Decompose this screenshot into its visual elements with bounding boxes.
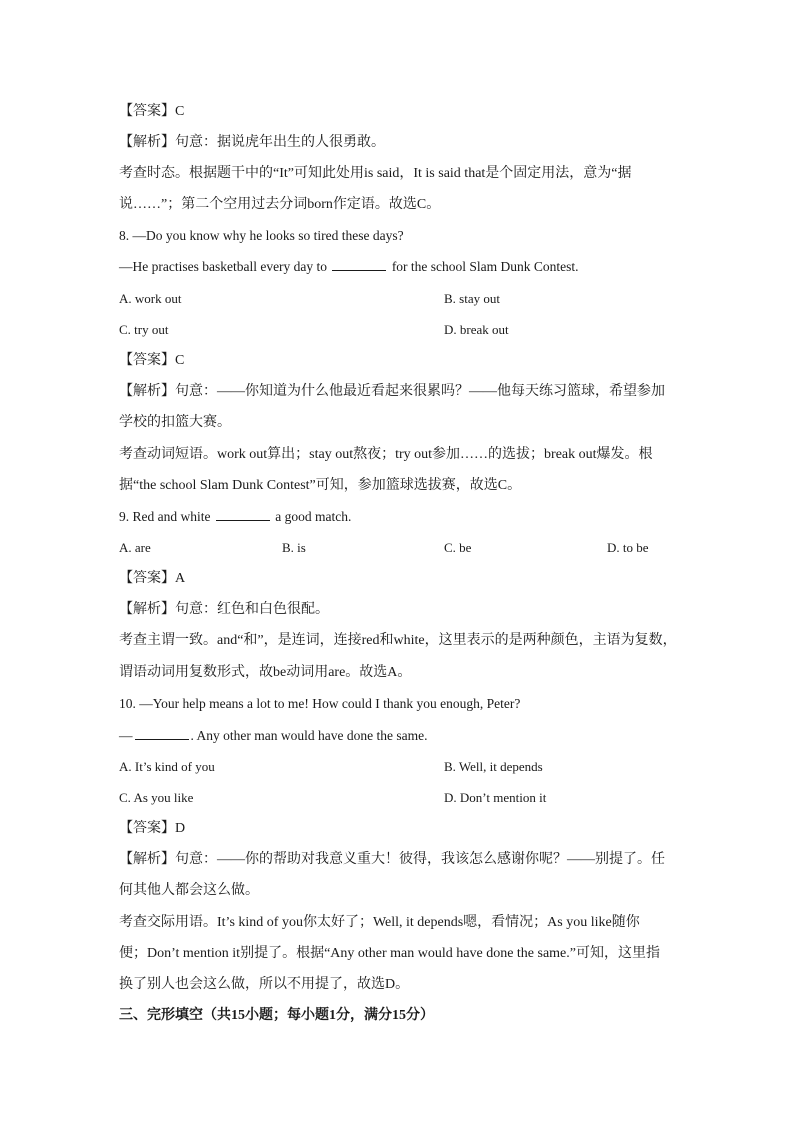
q10-blank <box>135 727 189 740</box>
q10-analysis-line2: 何其他人都会这么做。 <box>119 883 259 898</box>
q7-analysis: 【解析】句意：据说虎年出生的人很勇敢。 <box>119 135 385 150</box>
q8-detail-line2: 据“the school Slam Dunk Contest”可知，参加篮球选拔赛，故选C。 <box>119 478 522 493</box>
q8-analysis-line2: 学校的扣篮大赛。 <box>119 415 231 430</box>
q8-blank <box>332 258 386 271</box>
q9-detail-line1: 考查主谓一致。and“和”，是连词，连接red和white，这里表示的是两种颜色，主语为复数， <box>119 633 677 648</box>
q10-stem-line2 <box>119 726 675 746</box>
q10-detail-line3: 换了别人也会这么做，所以不用提了，故选D。 <box>119 977 410 992</box>
q10-answer: 【答案】D <box>119 821 186 836</box>
q8-stem-line1: 8. —Do you know why he looks so tired these days? <box>119 228 404 243</box>
q8-option-c: C. try out <box>119 322 169 337</box>
q10-stem-line1: 10. —Your help means a lot to me! How could I thank you enough, Peter? <box>119 696 521 711</box>
q8-analysis-line1: 【解析】句意：——你知道为什么他最近看起来很累吗？——他每天练习篮球，希望参加 <box>119 384 665 399</box>
q9-option-d: D. to be <box>607 540 649 555</box>
q10-option-b: B. Well, it depends <box>444 759 543 774</box>
q10-detail-line2: 便；Don’t mention it别提了。根据“Any other man would have done the same.”可知，这里指 <box>119 946 660 961</box>
q10-analysis-line1: 【解析】句意：——你的帮助对我意义重大！彼得，我该怎么感谢你呢？——别提了。任 <box>119 852 665 867</box>
q7-answer: 【答案】C <box>119 104 185 119</box>
q8-answer: 【答案】C <box>119 353 185 368</box>
q10-stem-post: . Any other man would have done the same. <box>190 728 428 743</box>
q10-option-d: D. Don’t mention it <box>444 790 547 805</box>
q9-option-a: A. are <box>119 540 151 555</box>
q9-detail-line2: 谓语动词用复数形式，故be动词用are。故选A。 <box>119 665 412 680</box>
q8-option-d: D. break out <box>444 322 509 337</box>
q8-option-a: A. work out <box>119 291 182 306</box>
q7-detail-line2: 说……”；第二个空用过去分词born作定语。故选C。 <box>119 197 441 212</box>
q9-stem-pre: 9. Red and white <box>119 509 214 524</box>
q9-stem <box>119 507 675 527</box>
q9-analysis: 【解析】句意：红色和白色很配。 <box>119 602 329 617</box>
q9-option-b: B. is <box>282 540 306 555</box>
q7-detail-line1: 考查时态。根据题干中的“It”可知此处用is said，It is said that是个固定用法，意为“据 <box>119 166 632 181</box>
q10-stem-pre: — <box>119 728 133 743</box>
q10-option-a: A. It’s kind of you <box>119 759 215 774</box>
q9-blank <box>216 508 270 521</box>
q9-option-c: C. be <box>444 540 472 555</box>
q10-detail-line1: 考查交际用语。It’s kind of you你太好了；Well, it depends嗯，看情况；As you like随你 <box>119 915 640 930</box>
q8-stem-post: for the school Slam Dunk Contest. <box>388 259 579 274</box>
q8-stem-pre: —He practises basketball every day to <box>119 259 331 274</box>
q10-option-c: C. As you like <box>119 790 194 805</box>
q8-stem-line2 <box>119 257 675 277</box>
q9-stem-post: a good match. <box>271 509 352 524</box>
q8-detail-line1: 考查动词短语。work out算出；stay out熬夜；try out参加……的选拔；break out爆发。根 <box>119 447 653 462</box>
q8-option-b: B. stay out <box>444 291 500 306</box>
section-heading-cloze: 三、完形填空（共15小题；每小题1分，满分15分） <box>119 1008 434 1023</box>
q9-answer: 【答案】A <box>119 571 186 586</box>
